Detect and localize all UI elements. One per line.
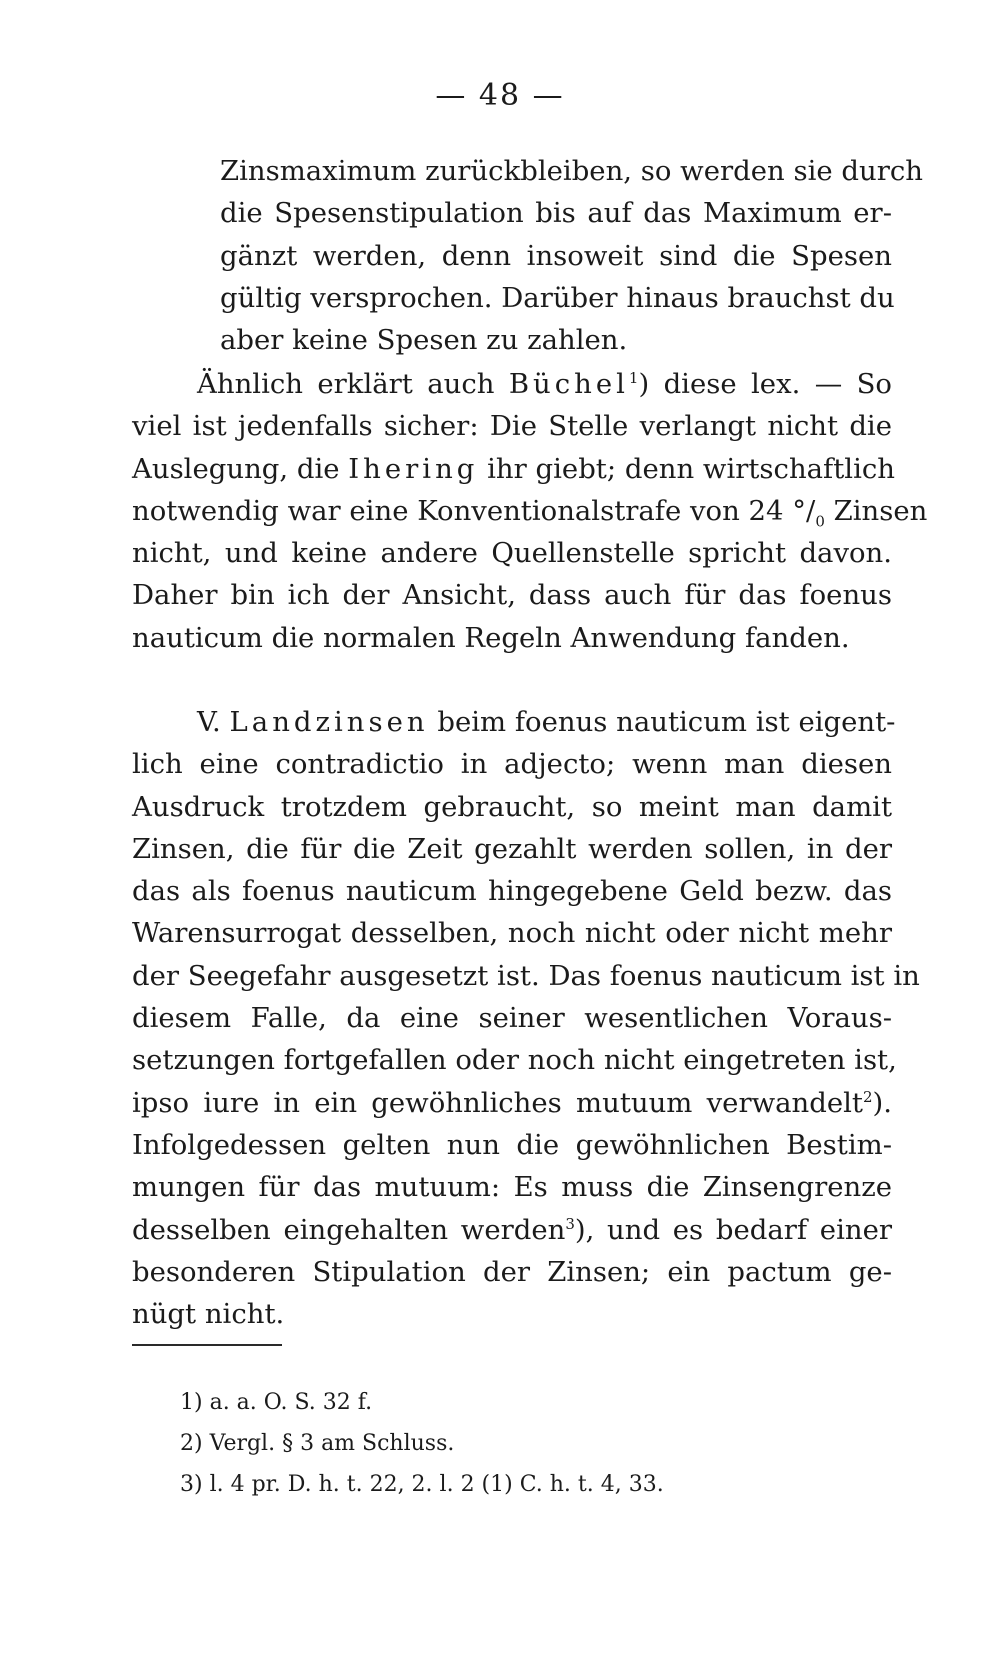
text-line: Zinsmaximum zurückbleiben, so werden sie durch	[220, 155, 923, 187]
footnote-3: 3) l. 4 pr. D. h. t. 22, 2. l. 2 (1) C. h. t. 4, 33.	[180, 1472, 664, 1497]
text-line: Infolgedessen gelten nun die gewöhnlichen Bestim-	[132, 1128, 892, 1161]
paragraph-block-2	[132, 363, 928, 659]
section-term-landzinsen: Landzinsen	[229, 706, 429, 738]
text-line: Auslegung, die Ihering ihr giebt; denn wirtschaftlich	[132, 452, 895, 485]
text-line: aber keine Spesen zu zahlen.	[220, 324, 628, 357]
text-line: notwendig war eine Konventionalstrafe von 24 $^\circ/_0$ Zinsen	[132, 494, 928, 531]
footnotes	[180, 1382, 880, 1505]
text-line: Zinsen, die für die Zeit gezahlt werden sollen, in der	[132, 832, 892, 865]
footnote-ref-3: 3	[565, 1214, 575, 1233]
paragraph-3	[132, 701, 920, 1335]
text-line: die Spesenstipulation bis auf das Maximum er-	[220, 197, 892, 230]
text-line: nauticum die normalen Regeln Anwendung fanden.	[132, 621, 850, 654]
footnote-divider	[132, 1344, 282, 1346]
author-name-buechel: Büchel	[508, 368, 629, 400]
footnote-ref-2: 2	[862, 1087, 873, 1106]
text-line: setzungen fortgefallen oder noch nicht eingetreten ist,	[132, 1044, 897, 1077]
footnote-2: 2) Vergl. § 3 am Schluss.	[180, 1431, 455, 1456]
text-line: lich eine contradictio in adjecto; wenn man diesen	[132, 748, 892, 781]
footnote-1: 1) a. a. O. S. 32 f.	[180, 1390, 373, 1415]
text-line: nicht, und keine andere Quellenstelle spricht davon.	[132, 537, 892, 570]
text-line: gänzt werden, denn insoweit sind die Spesen	[220, 239, 892, 272]
text-line: der Seegefahr ausgesetzt ist. Das foenus nauticum ist in	[132, 959, 920, 992]
footnote-ref-1: 1	[628, 368, 639, 387]
text-line: Ähnlich erklärt auch Büchel$^1$) diese lex. — So	[197, 368, 892, 400]
text-line: Daher bin ich der Ansicht, dass auch für das foenus	[132, 579, 892, 612]
text-line: Warensurrogat desselben, noch nicht oder nicht mehr	[132, 917, 892, 950]
text-line: mungen für das mutuum: Es muss die Zinsengrenze	[132, 1171, 892, 1204]
text-line: desselben eingehalten werden$^3$), und es bedarf einer	[132, 1213, 892, 1246]
author-name-ihering: Ihering	[348, 452, 479, 485]
text-line: ipso iure in ein gewöhnliches mutuum verwandelt$^2$).	[132, 1086, 892, 1119]
text-line: V. Landzinsen beim foenus nauticum ist eigent-	[197, 706, 896, 738]
text-line: gültig versprochen. Darüber hinaus brauchst du	[220, 281, 895, 314]
text-line: das als foenus nauticum hingegebene Geld bezw. das	[132, 875, 892, 908]
paragraph-continuation	[220, 150, 923, 361]
paragraph-block-3	[132, 701, 920, 1335]
paragraph-1	[220, 150, 923, 361]
text-line: Ausdruck trotzdem gebraucht, so meint man damit	[132, 790, 892, 823]
page-number: — 48 —	[435, 78, 565, 113]
text-line: nügt nicht.	[132, 1298, 285, 1331]
text-line: besonderen Stipulation der Zinsen; ein pactum ge-	[132, 1255, 892, 1288]
text-line: viel ist jedenfalls sicher: Die Stelle verlangt nicht die	[132, 410, 892, 443]
paragraph-2	[132, 363, 928, 659]
text-line: diesem Falle, da eine seiner wesentlichen Voraus-	[132, 1002, 892, 1035]
